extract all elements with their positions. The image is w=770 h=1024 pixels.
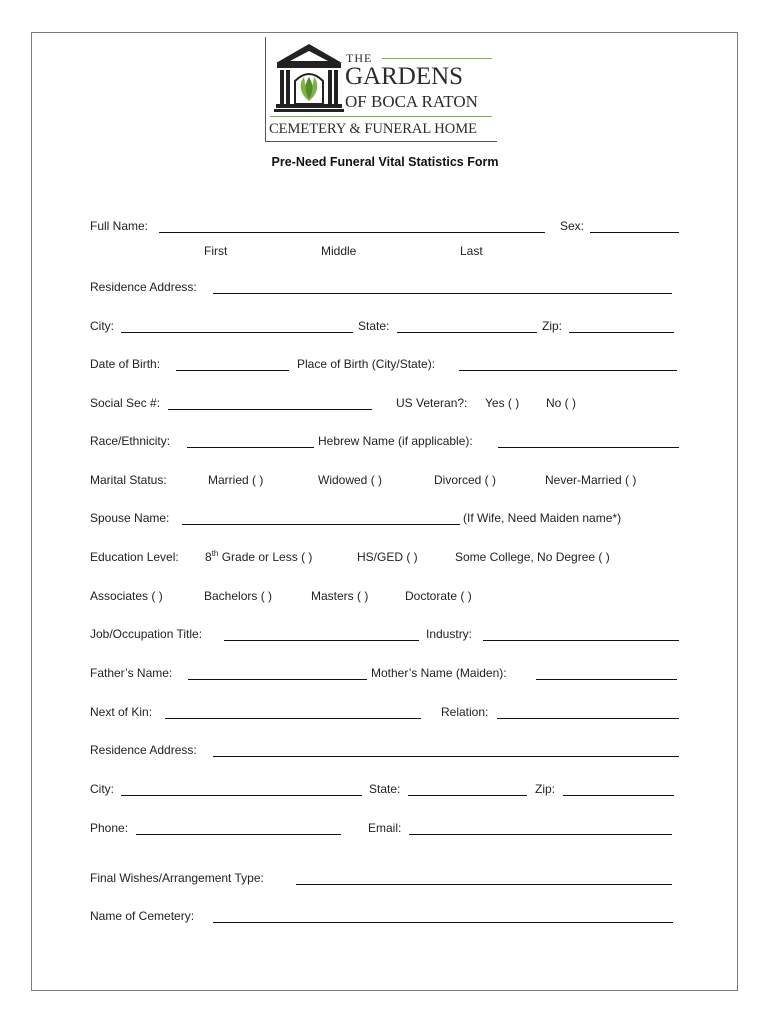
ssn-label: Social Sec #:: [90, 396, 161, 410]
job-title-label: Job/Occupation Title:: [90, 627, 203, 641]
ssn-input[interactable]: [168, 409, 372, 410]
race-input[interactable]: [187, 447, 314, 448]
last-name-caption: Last: [460, 244, 483, 258]
associates-option[interactable]: Associates ( ): [90, 589, 163, 603]
place-of-birth-label: Place of Birth (City/State):: [297, 357, 436, 371]
bachelors-option[interactable]: Bachelors ( ): [204, 589, 273, 603]
sex-label: Sex:: [560, 219, 585, 233]
mothers-name-input[interactable]: [536, 679, 677, 680]
place-of-birth-input[interactable]: [459, 370, 677, 371]
widowed-option[interactable]: Widowed ( ): [318, 473, 383, 487]
kin-zip-label: Zip:: [535, 782, 556, 796]
logo-divider-lower: [270, 116, 492, 117]
fathers-name-label: Father’s Name:: [90, 666, 173, 680]
married-option[interactable]: Married ( ): [208, 473, 264, 487]
zip-input[interactable]: [569, 332, 674, 333]
logo-divider: [382, 58, 492, 59]
mothers-name-label: Mother’s Name (Maiden):: [371, 666, 507, 680]
logo: [265, 37, 497, 142]
veteran-yes-option[interactable]: Yes ( ): [485, 396, 520, 410]
sex-input[interactable]: [590, 232, 679, 233]
building-icon: [274, 41, 344, 113]
doctorate-option[interactable]: Doctorate ( ): [405, 589, 472, 603]
kin-residence-address-input[interactable]: [213, 756, 679, 757]
kin-zip-input[interactable]: [563, 795, 674, 796]
logo-the: THE: [346, 51, 373, 65]
city-label: City:: [90, 319, 114, 333]
masters-option[interactable]: Masters ( ): [311, 589, 369, 603]
spouse-note: (If Wife, Need Maiden name*): [463, 511, 622, 525]
veteran-no-option[interactable]: No ( ): [546, 396, 576, 410]
industry-label: Industry:: [426, 627, 473, 641]
relation-label: Relation:: [441, 705, 489, 719]
divorced-option[interactable]: Divorced ( ): [434, 473, 497, 487]
zip-label: Zip:: [542, 319, 563, 333]
logo-gardens: GARDENS: [345, 63, 464, 90]
kin-city-input[interactable]: [121, 795, 362, 796]
next-of-kin-input[interactable]: [165, 718, 421, 719]
race-label: Race/Ethnicity:: [90, 434, 171, 448]
form-title: Pre-Need Funeral Vital Statistics Form: [271, 155, 499, 169]
kin-city-label: City:: [90, 782, 114, 796]
hebrew-name-label: Hebrew Name (if applicable):: [318, 434, 473, 448]
middle-name-caption: Middle: [321, 244, 357, 258]
edu-8th-grade-option[interactable]: [205, 550, 312, 564]
spouse-name-label: Spouse Name:: [90, 511, 170, 525]
hebrew-name-input[interactable]: [498, 447, 679, 448]
first-name-caption: First: [204, 244, 228, 258]
kin-state-label: State:: [369, 782, 401, 796]
phone-input[interactable]: [136, 834, 341, 835]
dob-input[interactable]: [176, 370, 289, 371]
full-name-label: Full Name:: [90, 219, 149, 233]
edu-8-sup: th: [211, 549, 219, 558]
residence-address-input[interactable]: [213, 293, 672, 294]
email-label: Email:: [368, 821, 402, 835]
state-input[interactable]: [397, 332, 537, 333]
state-label: State:: [358, 319, 390, 333]
email-input[interactable]: [409, 834, 672, 835]
logo-cemetery: CEMETERY & FUNERAL HOME: [269, 121, 477, 137]
job-title-input[interactable]: [224, 640, 419, 641]
full-name-input[interactable]: [159, 232, 545, 233]
some-college-option[interactable]: Some College, No Degree ( ): [455, 550, 610, 564]
cemetery-name-input[interactable]: [213, 922, 673, 923]
final-wishes-label: Final Wishes/Arrangement Type:: [90, 871, 264, 885]
edu-8-prefix: 8: [205, 550, 212, 564]
education-level-label: Education Level:: [90, 550, 179, 564]
fathers-name-input[interactable]: [188, 679, 367, 680]
dob-label: Date of Birth:: [90, 357, 161, 371]
spouse-name-input[interactable]: [182, 524, 460, 525]
never-married-option[interactable]: Never-Married ( ): [545, 473, 637, 487]
kin-state-input[interactable]: [408, 795, 527, 796]
industry-input[interactable]: [483, 640, 679, 641]
hs-ged-option[interactable]: HS/GED ( ): [357, 550, 418, 564]
marital-status-label: Marital Status:: [90, 473, 167, 487]
kin-residence-address-label: Residence Address:: [90, 743, 197, 757]
cemetery-name-label: Name of Cemetery:: [90, 909, 195, 923]
logo-of-boca-raton: OF BOCA RATON: [345, 92, 478, 111]
city-input[interactable]: [121, 332, 353, 333]
residence-address-label: Residence Address:: [90, 280, 197, 294]
edu-8-suffix: Grade or Less ( ): [218, 550, 313, 564]
phone-label: Phone:: [90, 821, 129, 835]
relation-input[interactable]: [497, 718, 679, 719]
us-veteran-label: US Veteran?:: [396, 396, 468, 410]
final-wishes-input[interactable]: [296, 884, 672, 885]
next-of-kin-label: Next of Kin:: [90, 705, 153, 719]
